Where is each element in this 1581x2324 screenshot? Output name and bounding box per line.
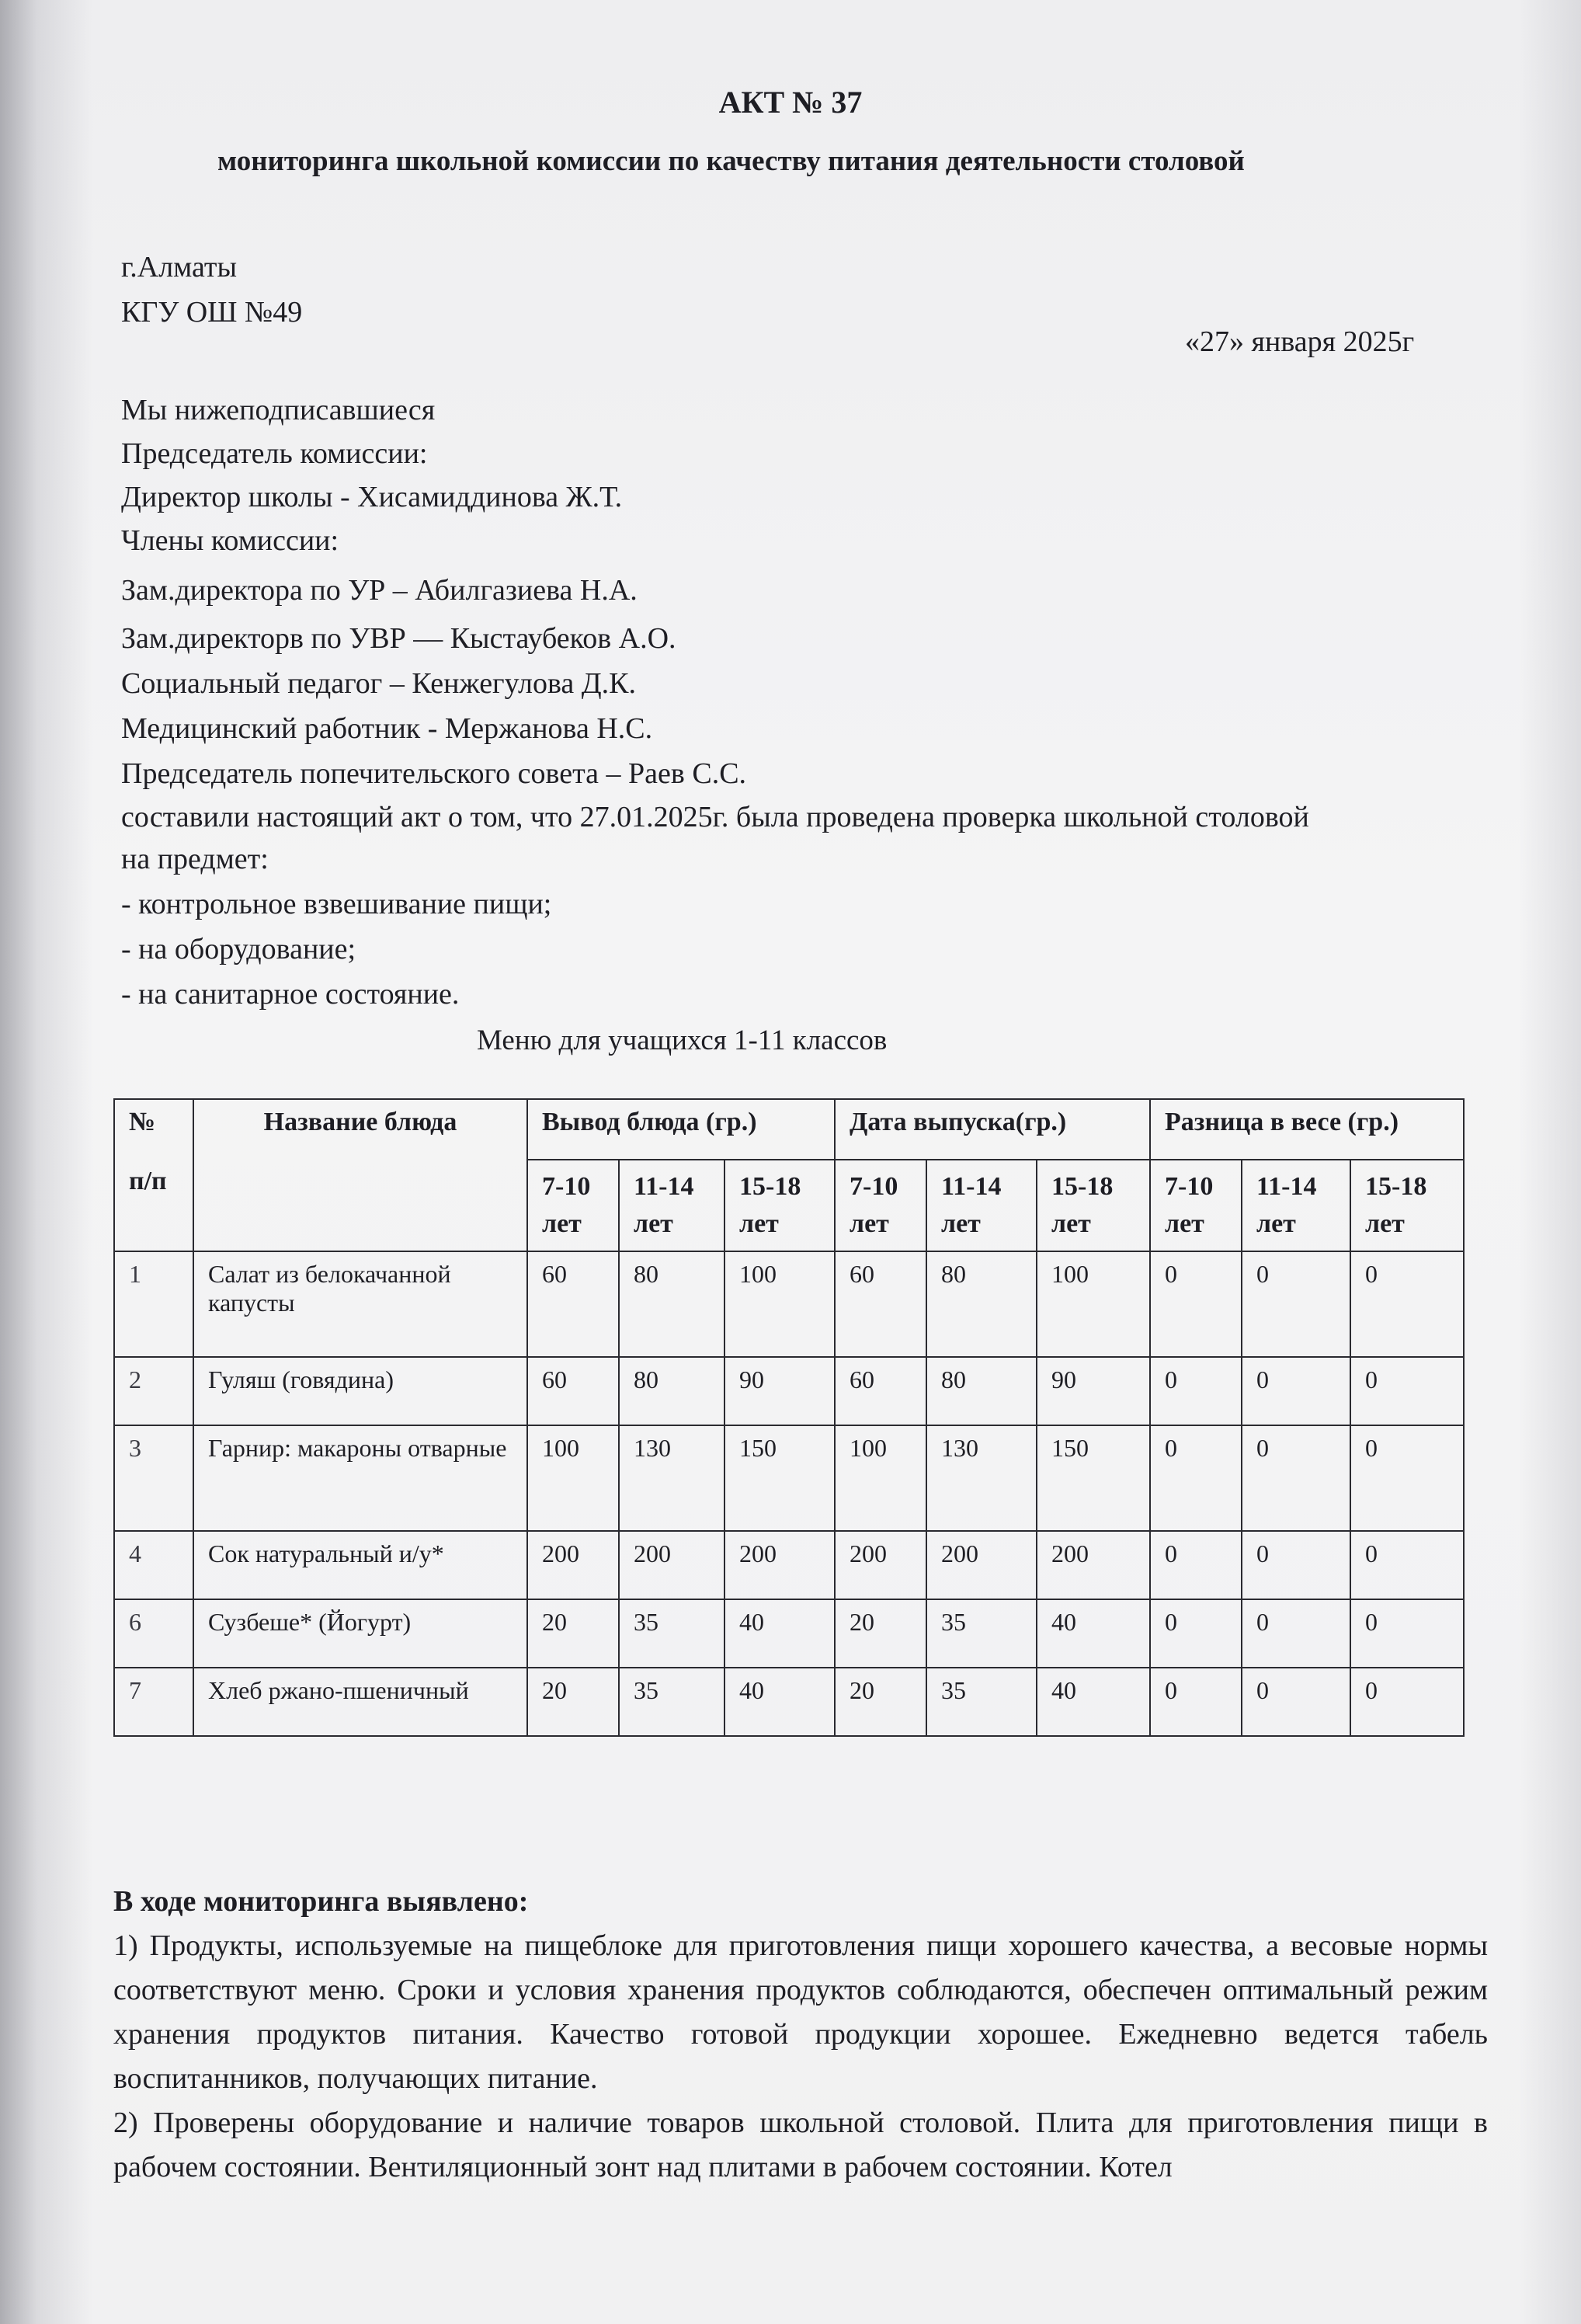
weight-cell: 0 — [1242, 1425, 1350, 1531]
age-range: 7-10 — [542, 1172, 591, 1201]
row-number: 3 — [114, 1425, 193, 1531]
age-unit: лет — [1365, 1209, 1405, 1238]
intro-line: - контрольное взвешивание пищи; — [121, 888, 552, 920]
age-unit: лет — [542, 1209, 582, 1238]
weight-cell: 200 — [724, 1531, 835, 1599]
weight-cell: 0 — [1242, 1668, 1350, 1736]
weight-cell: 40 — [724, 1599, 835, 1668]
dish-name: Сузбеше* (Йогурт) — [193, 1599, 527, 1668]
intro-line: Члены комиссии: — [121, 524, 339, 557]
weight-cell: 40 — [1037, 1599, 1150, 1668]
weight-cell: 0 — [1350, 1531, 1464, 1599]
age-unit: лет — [850, 1209, 889, 1238]
group-header-output: Вывод блюда (гр.) — [527, 1099, 835, 1160]
scan-fold-shadow — [1519, 0, 1581, 2324]
weight-cell: 60 — [835, 1357, 926, 1425]
group-header-release: Дата выпуска(гр.) — [835, 1099, 1150, 1160]
weight-cell: 90 — [724, 1357, 835, 1425]
table-row — [114, 1357, 1464, 1425]
age-header — [527, 1160, 619, 1251]
age-range: 7-10 — [850, 1172, 898, 1201]
findings-paragraph-2: 2) Проверены оборудование и наличие товаров школьной столовой. Плита для приготовления пищи в рабочем состоянии. Вентиляционный зонт над плитами в рабочем состоянии. Котел — [113, 2107, 1488, 2183]
scan-edge-shadow — [0, 0, 93, 2324]
intro-line: Социальный педагог – Кенжегулова Д.К. — [121, 667, 637, 700]
weight-cell: 130 — [926, 1425, 1037, 1531]
weight-cell: 0 — [1350, 1668, 1464, 1736]
weight-cell: 60 — [527, 1357, 619, 1425]
age-range: 15-18 — [739, 1172, 801, 1201]
table-row — [114, 1251, 1464, 1357]
intro-line: - на санитарное состояние. — [121, 978, 460, 1011]
weight-cell: 200 — [926, 1531, 1037, 1599]
dish-name: Сок натуральный и/у* — [193, 1531, 527, 1599]
intro-line: Зам.директорв по УВР — Кыстаубеков А.О. — [121, 622, 676, 655]
weight-cell: 200 — [527, 1531, 619, 1599]
row-number: 4 — [114, 1531, 193, 1599]
weight-cell: 80 — [619, 1357, 724, 1425]
findings-section — [113, 1880, 1488, 2190]
weight-cell: 200 — [835, 1531, 926, 1599]
col-header-number — [114, 1099, 193, 1251]
row-number: 6 — [114, 1599, 193, 1668]
findings-paragraph-1: 1) Продукты, используемые на пищеблоке для приготовления пищи хорошего качества, а весовые нормы соответствуют меню. Сроки и условия хранения продуктов соблюдаются, обеспечен оптимальный режим хранения продуктов питания. Качество готовой продукции хорошее. Ежедневно ведется табель воспитанников, получающих питание. — [113, 1929, 1488, 2095]
city: г.Алматы — [121, 251, 238, 284]
age-unit: лет — [1051, 1209, 1091, 1238]
table-row — [114, 1599, 1464, 1668]
age-header — [926, 1160, 1037, 1251]
act-date: «27» января 2025г — [1185, 325, 1415, 358]
weight-cell: 20 — [527, 1599, 619, 1668]
weight-cell: 60 — [835, 1251, 926, 1357]
dish-name: Хлеб ржано-пшеничный — [193, 1668, 527, 1736]
intro-line: Председатель попечительского совета – Раев С.С. — [121, 757, 747, 790]
age-header — [835, 1160, 926, 1251]
weight-cell: 100 — [724, 1251, 835, 1357]
age-header — [619, 1160, 724, 1251]
age-range: 15-18 — [1051, 1172, 1114, 1201]
weight-cell: 200 — [1037, 1531, 1150, 1599]
weight-cell: 0 — [1150, 1668, 1242, 1736]
weight-cell: 80 — [926, 1251, 1037, 1357]
row-number: 2 — [114, 1357, 193, 1425]
age-unit: лет — [1165, 1209, 1204, 1238]
weight-cell: 200 — [619, 1531, 724, 1599]
col-header-number-label: п/п — [129, 1167, 167, 1195]
age-header — [724, 1160, 835, 1251]
act-subtitle: мониторинга школьной комиссии по качеству питания деятельности столовой — [217, 145, 1245, 177]
weight-cell: 100 — [527, 1425, 619, 1531]
weight-cell: 0 — [1242, 1599, 1350, 1668]
weight-cell: 0 — [1150, 1599, 1242, 1668]
weight-cell: 0 — [1350, 1599, 1464, 1668]
intro-line: Председатель комиссии: — [121, 437, 428, 470]
menu-table — [113, 1098, 1465, 1737]
age-unit: лет — [941, 1209, 981, 1238]
age-header — [1242, 1160, 1350, 1251]
dish-name: Гуляш (говядина) — [193, 1357, 527, 1425]
table-row — [114, 1425, 1464, 1531]
weight-cell: 100 — [835, 1425, 926, 1531]
weight-cell: 150 — [724, 1425, 835, 1531]
col-header-number-sign: № — [129, 1108, 156, 1136]
intro-line: Директор школы - Хисамиддинова Ж.Т. — [121, 481, 623, 513]
weight-cell: 130 — [619, 1425, 724, 1531]
weight-cell: 150 — [1037, 1425, 1150, 1531]
weight-cell: 90 — [1037, 1357, 1150, 1425]
row-number: 7 — [114, 1668, 193, 1736]
intro-line: на предмет: — [121, 843, 269, 875]
menu-table-body — [114, 1251, 1464, 1736]
age-range: 11-14 — [1256, 1172, 1317, 1201]
intro-line: Мы нижеподписавшиеся — [121, 394, 436, 426]
table-row — [114, 1531, 1464, 1599]
age-header — [1150, 1160, 1242, 1251]
act-title: АКТ № 37 — [718, 85, 863, 120]
weight-cell: 0 — [1150, 1251, 1242, 1357]
weight-cell: 20 — [835, 1599, 926, 1668]
age-unit: лет — [634, 1209, 673, 1238]
weight-cell: 0 — [1350, 1425, 1464, 1531]
dish-name: Гарнир: макароны отварные — [193, 1425, 527, 1531]
weight-cell: 40 — [724, 1668, 835, 1736]
weight-cell: 0 — [1242, 1531, 1350, 1599]
weight-cell: 35 — [619, 1599, 724, 1668]
age-range: 11-14 — [634, 1172, 694, 1201]
intro-line: Зам.директора по УР – Абилгазиева Н.А. — [121, 574, 638, 607]
col-header-dish: Название блюда — [193, 1099, 527, 1251]
weight-cell: 0 — [1242, 1357, 1350, 1425]
weight-cell: 40 — [1037, 1668, 1150, 1736]
age-unit: лет — [739, 1209, 779, 1238]
age-range: 7-10 — [1165, 1172, 1214, 1201]
organization: КГУ ОШ №49 — [121, 296, 303, 329]
weight-cell: 80 — [619, 1251, 724, 1357]
intro-line: - на оборудование; — [121, 933, 356, 965]
findings-heading: В ходе мониторинга выявлено: — [113, 1885, 529, 1918]
age-header — [1350, 1160, 1464, 1251]
weight-cell: 60 — [527, 1251, 619, 1357]
group-header-difference: Разница в весе (гр.) — [1150, 1099, 1464, 1160]
intro-line: Медицинский работник - Мержанова Н.С. — [121, 712, 653, 745]
weight-cell: 20 — [527, 1668, 619, 1736]
weight-cell: 0 — [1150, 1357, 1242, 1425]
row-number: 1 — [114, 1251, 193, 1357]
age-header — [1037, 1160, 1150, 1251]
menu-caption: Меню для учащихся 1-11 классов — [477, 1025, 888, 1056]
weight-cell: 0 — [1350, 1357, 1464, 1425]
weight-cell: 0 — [1242, 1251, 1350, 1357]
weight-cell: 0 — [1350, 1251, 1464, 1357]
intro-line: составили настоящий акт о том, что 27.01.2025г. была проведена проверка школьной столовой — [121, 801, 1309, 833]
weight-cell: 35 — [926, 1599, 1037, 1668]
weight-cell: 20 — [835, 1668, 926, 1736]
dish-name: Салат из белокачанной капусты — [193, 1251, 527, 1357]
table-row — [114, 1668, 1464, 1736]
age-range: 15-18 — [1365, 1172, 1427, 1201]
weight-cell: 0 — [1150, 1531, 1242, 1599]
age-unit: лет — [1256, 1209, 1296, 1238]
weight-cell: 80 — [926, 1357, 1037, 1425]
weight-cell: 100 — [1037, 1251, 1150, 1357]
age-range: 11-14 — [941, 1172, 1002, 1201]
weight-cell: 35 — [926, 1668, 1037, 1736]
weight-cell: 35 — [619, 1668, 724, 1736]
weight-cell: 0 — [1150, 1425, 1242, 1531]
